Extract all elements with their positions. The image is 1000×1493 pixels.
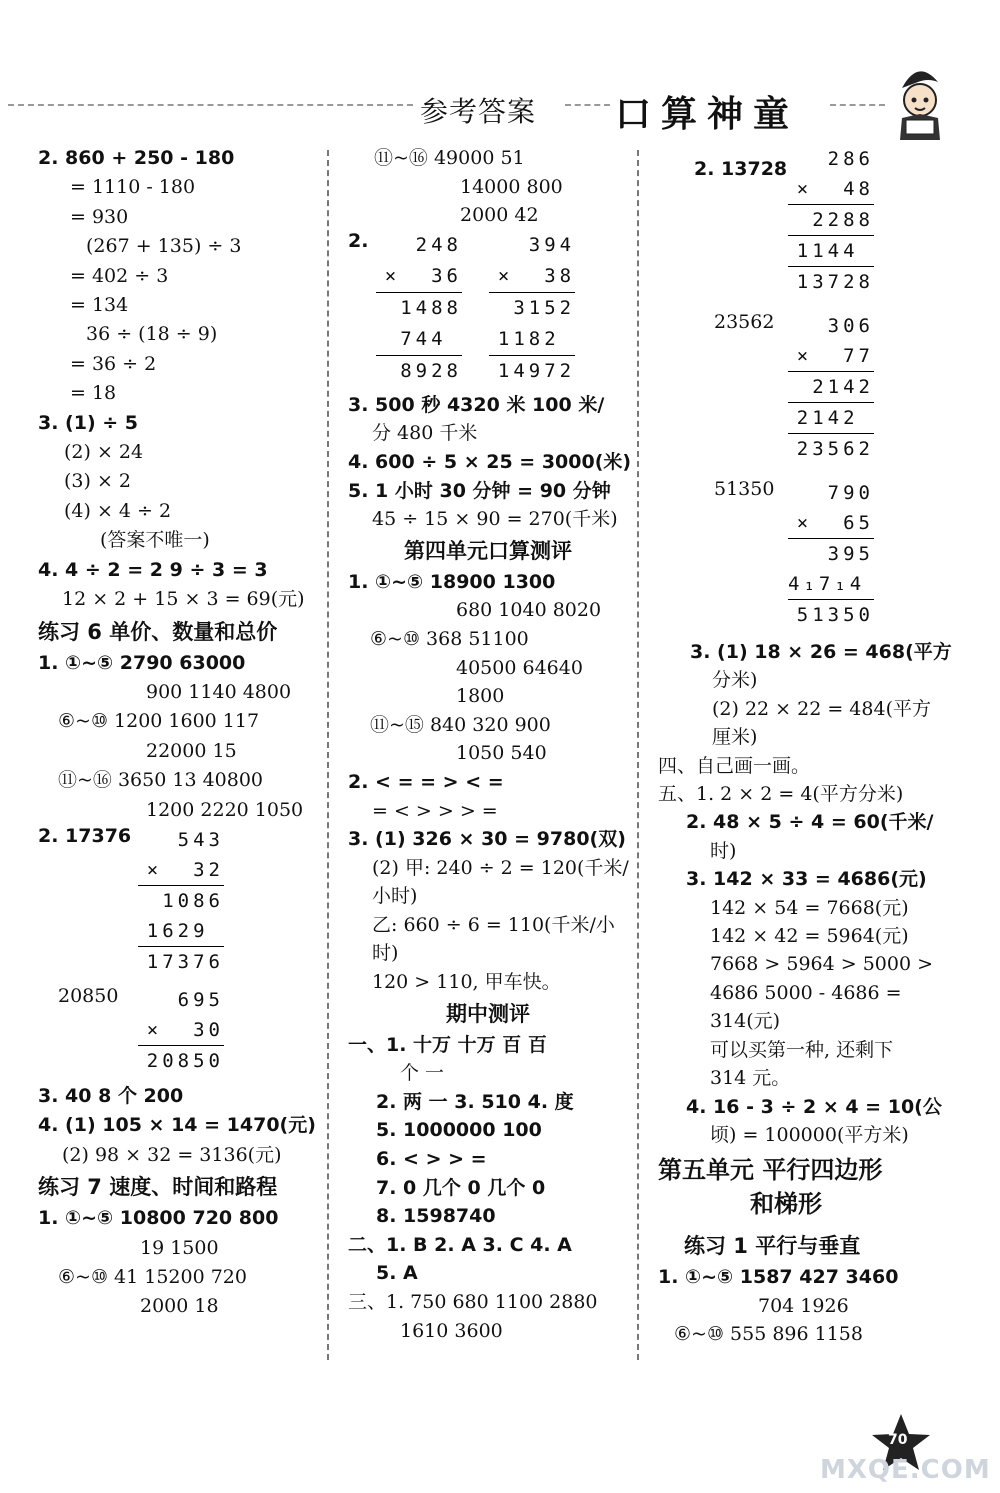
answer-line: = < > > > = <box>372 799 498 822</box>
header-rule-right <box>830 104 885 106</box>
answer-line: ⑪~⑯ 3650 13 40800 <box>58 769 264 792</box>
answer-line: 1. ①~⑤ 1587 427 3460 <box>658 1266 899 1289</box>
answer-line: 4. 4 ÷ 2 = 2 9 ÷ 3 = 3 <box>38 558 268 581</box>
answer-line: 个 一 <box>400 1062 445 1085</box>
calc-row: 1086 <box>162 889 224 912</box>
vertical-multiplication-pair <box>348 230 628 387</box>
calc-row: 17376 <box>146 950 224 973</box>
calc-row: 4₁7₁4 <box>788 569 874 600</box>
calc-row: 395 <box>827 543 874 565</box>
answer-line: 3. (1) 18 × 26 = 468(平方 <box>690 641 952 663</box>
section-heading: 练习 6 单价、数量和总价 <box>38 619 278 644</box>
answer-line: 4. (1) 105 × 14 = 1470(元) <box>38 1114 316 1137</box>
answer-line: 36 ÷ (18 ÷ 9) <box>86 323 218 346</box>
calc-row: 3152 <box>513 296 576 319</box>
answer-line: 45 ÷ 15 × 90 = 270(千米) <box>372 508 618 531</box>
vertical-multiplication <box>658 478 958 630</box>
calc-row: × 38 <box>489 261 575 293</box>
answer-line: 五、1. 2 × 2 = 4(平方分米) <box>658 783 904 806</box>
calc-row: 14972 <box>497 359 576 382</box>
answer-line: ⑥~⑩ 368 51100 <box>370 627 529 650</box>
answer-line: 小时) <box>372 885 418 908</box>
answer-line: 14000 800 <box>460 175 563 198</box>
calc-row: 13728 <box>796 271 874 293</box>
answer-line: 3. 500 秒 4320 米 100 米/ <box>348 393 605 416</box>
answer-line: 7668 > 5964 > 5000 > <box>710 953 934 976</box>
answer-line: 2. < = = > < = <box>348 770 504 793</box>
calc-row: 286 <box>827 148 874 170</box>
answer-line: 40500 64640 <box>456 656 583 679</box>
calc-block <box>788 144 958 297</box>
answer-line: = 134 <box>70 294 129 317</box>
calc-row: 744 <box>376 324 462 356</box>
calc-row: 2288 <box>788 205 874 236</box>
answer-line: 时) <box>710 839 737 862</box>
answer-line: ⑥~⑩ 1200 1600 117 <box>58 710 260 733</box>
column-divider-right <box>637 150 639 1360</box>
calc-row: × 36 <box>376 261 462 293</box>
calc-row: 1182 <box>489 324 575 356</box>
answer-line: ⑥~⑩ 41 15200 720 <box>58 1265 247 1288</box>
answer-line: = 930 <box>70 205 129 228</box>
calc-row: 1629 <box>138 916 224 947</box>
calc-row: 2142 <box>788 372 874 403</box>
answer-line: (3) × 2 <box>64 470 132 493</box>
section-heading: 期中测评 <box>446 1001 530 1026</box>
answer-label: 23562 <box>714 311 775 333</box>
answer-line: 2. 两 一 3. 510 4. 度 <box>376 1090 574 1113</box>
column-divider-left <box>327 150 329 1360</box>
answer-line: 时) <box>372 942 399 965</box>
answer-line: (4) × 4 ÷ 2 <box>64 499 172 522</box>
answer-line: 5. 1 小时 30 分钟 = 90 分钟 <box>348 479 611 502</box>
answer-line: 680 1040 8020 <box>456 599 602 622</box>
calc-row: 695 <box>177 988 224 1011</box>
answer-label: 2. 17376 <box>38 824 132 847</box>
answer-line: 二、1. B 2. A 3. C 4. A <box>348 1233 572 1256</box>
answer-line: 6. < > > = <box>376 1148 487 1171</box>
answer-label: 20850 <box>58 984 119 1007</box>
calc-row: × 48 <box>788 174 874 205</box>
answer-line: 分米) <box>712 669 758 692</box>
answer-line: 1. ①~⑤ 2790 63000 <box>38 651 246 674</box>
answer-note: (答案不唯一) <box>100 529 210 552</box>
answer-line: 120 > 110, 甲车快。 <box>372 971 561 994</box>
answer-line: (2) 甲: 240 ÷ 2 = 120(千米/ <box>372 856 629 879</box>
answer-line: 厘米) <box>712 726 758 749</box>
answer-line: = 36 ÷ 2 <box>70 352 157 375</box>
calc-row: × 30 <box>138 1015 224 1046</box>
answer-line: 5. A <box>376 1262 418 1285</box>
calc-row: 394 <box>528 233 576 256</box>
answer-line: 2000 18 <box>140 1295 219 1318</box>
answer-line: 314(元) <box>710 1010 781 1033</box>
answer-line: = 1110 - 180 <box>70 176 196 199</box>
unit-heading: 第五单元 平行四边形 <box>658 1156 883 1185</box>
calc-row: 306 <box>827 315 874 337</box>
answer-line: (2) × 24 <box>64 441 144 464</box>
answer-line: (2) 22 × 22 = 484(平方 <box>712 697 931 720</box>
answer-line: 3. 40 8 个 200 <box>38 1084 184 1107</box>
answer-line: 乙: 660 ÷ 6 = 110(千米/小 <box>372 913 615 936</box>
section-heading: 练习 1 平行与垂直 <box>684 1234 861 1259</box>
answer-line: ⑥~⑩ 555 896 1158 <box>674 1323 863 1346</box>
header-rule-mid <box>565 104 610 106</box>
calc-row: 2142 <box>788 403 874 434</box>
answer-line: 314 元。 <box>710 1067 791 1090</box>
calc-row: 790 <box>827 482 874 504</box>
page-number: 70 <box>888 1432 908 1448</box>
calc-row: 248 <box>415 233 462 256</box>
column-2 <box>348 144 632 1345</box>
answer-line: 四、自己画一画。 <box>658 754 811 777</box>
answer-line: = 18 <box>70 382 117 405</box>
answer-line: 142 × 42 = 5964(元) <box>710 925 909 948</box>
answer-label: 2. 13728 <box>694 158 788 180</box>
unit-heading: 和梯形 <box>750 1190 822 1219</box>
calc-row: 543 <box>177 828 224 851</box>
answer-line: 7. 0 几个 0 几个 0 <box>376 1176 546 1199</box>
answer-line: 4. 600 ÷ 5 × 25 = 3000(米) <box>348 450 632 473</box>
watermark: MXQE.COM <box>820 1455 991 1485</box>
answer-line: 704 1926 <box>758 1294 849 1317</box>
answer-line: 1. ①~⑤ 18900 1300 <box>348 570 556 593</box>
answer-line: 1050 540 <box>456 742 547 765</box>
answer-line: 5. 1000000 100 <box>376 1119 542 1142</box>
calc-block <box>138 825 323 977</box>
header-title: 参考答案 <box>420 95 537 128</box>
calc-row: 1144 <box>788 236 874 267</box>
section-heading: 练习 7 速度、时间和路程 <box>38 1175 278 1200</box>
answer-line: 142 × 54 = 7668(元) <box>710 896 909 919</box>
answer-line: 一、1. 十万 十万 百 百 <box>348 1033 547 1056</box>
column-3 <box>658 144 958 1349</box>
answer-line: 三、1. 750 680 1100 2880 <box>348 1291 598 1313</box>
answer-line: 1610 3600 <box>400 1319 503 1342</box>
answer-line: 2000 42 <box>460 204 539 227</box>
answer-label: 2. <box>348 229 369 252</box>
answer-line: ⑪~⑯ 49000 51 <box>374 147 525 169</box>
answer-label: 51350 <box>714 478 775 500</box>
vertical-multiplication <box>38 825 323 977</box>
answer-line: 顷) = 100000(平方米) <box>710 1123 909 1146</box>
answer-line: 3. (1) ÷ 5 <box>38 411 139 434</box>
calc-row: 23562 <box>796 438 874 460</box>
column-1 <box>38 144 323 1322</box>
mascot-icon <box>888 62 952 142</box>
answer-line: 22000 15 <box>146 739 237 762</box>
answer-line: 3. 142 × 33 = 4686(元) <box>686 868 927 891</box>
answer-line: 900 1140 4800 <box>146 680 292 703</box>
calc-row: 1488 <box>400 296 462 319</box>
answer-line: 1. ①~⑤ 10800 720 800 <box>38 1207 279 1230</box>
calc-row: × 32 <box>138 855 224 886</box>
answer-line: ⑪~⑮ 840 320 900 <box>370 713 551 736</box>
answer-line: 1200 2220 1050 <box>146 798 304 821</box>
calc-row: 8928 <box>400 359 462 382</box>
calc-block <box>489 230 575 387</box>
calc-row: 20850 <box>146 1049 224 1072</box>
calc-block <box>788 311 958 464</box>
answer-line: 2. 860 + 250 - 180 <box>38 147 235 169</box>
answer-line: = 402 ÷ 3 <box>70 264 169 287</box>
answer-line: 3. (1) 326 × 30 = 9780(双) <box>348 828 626 851</box>
answer-line: (2) 98 × 32 = 3136(元) <box>62 1143 282 1166</box>
calc-block <box>788 478 958 630</box>
calc-block <box>138 985 323 1076</box>
header-brand: 口算神童 <box>615 94 800 135</box>
answer-line: (267 + 135) ÷ 3 <box>86 235 242 258</box>
calc-row: 51350 <box>796 604 874 626</box>
answer-line: 4686 5000 - 4686 = <box>710 981 902 1004</box>
header-rule-left <box>8 104 413 106</box>
answer-line: 8. 1598740 <box>376 1205 496 1228</box>
vertical-multiplication <box>658 144 958 297</box>
answer-line: 19 1500 <box>140 1236 219 1259</box>
section-heading: 第四单元口算测评 <box>404 538 572 563</box>
answer-line: 1800 <box>456 685 505 708</box>
answer-line: 2. 48 × 5 ÷ 4 = 60(千米/ <box>686 811 934 834</box>
calc-block <box>376 230 462 387</box>
answer-line: 分 480 千米 <box>372 422 478 445</box>
calc-row: × 77 <box>788 341 874 372</box>
calc-row: × 65 <box>788 508 874 539</box>
answer-line: 可以买第一种, 还剩下 <box>710 1038 894 1061</box>
answer-line: 4. 16 - 3 ÷ 2 × 4 = 10(公 <box>686 1095 942 1118</box>
vertical-multiplication <box>658 311 958 464</box>
answer-line: 12 × 2 + 15 × 3 = 69(元) <box>62 588 305 611</box>
vertical-multiplication <box>38 985 323 1076</box>
